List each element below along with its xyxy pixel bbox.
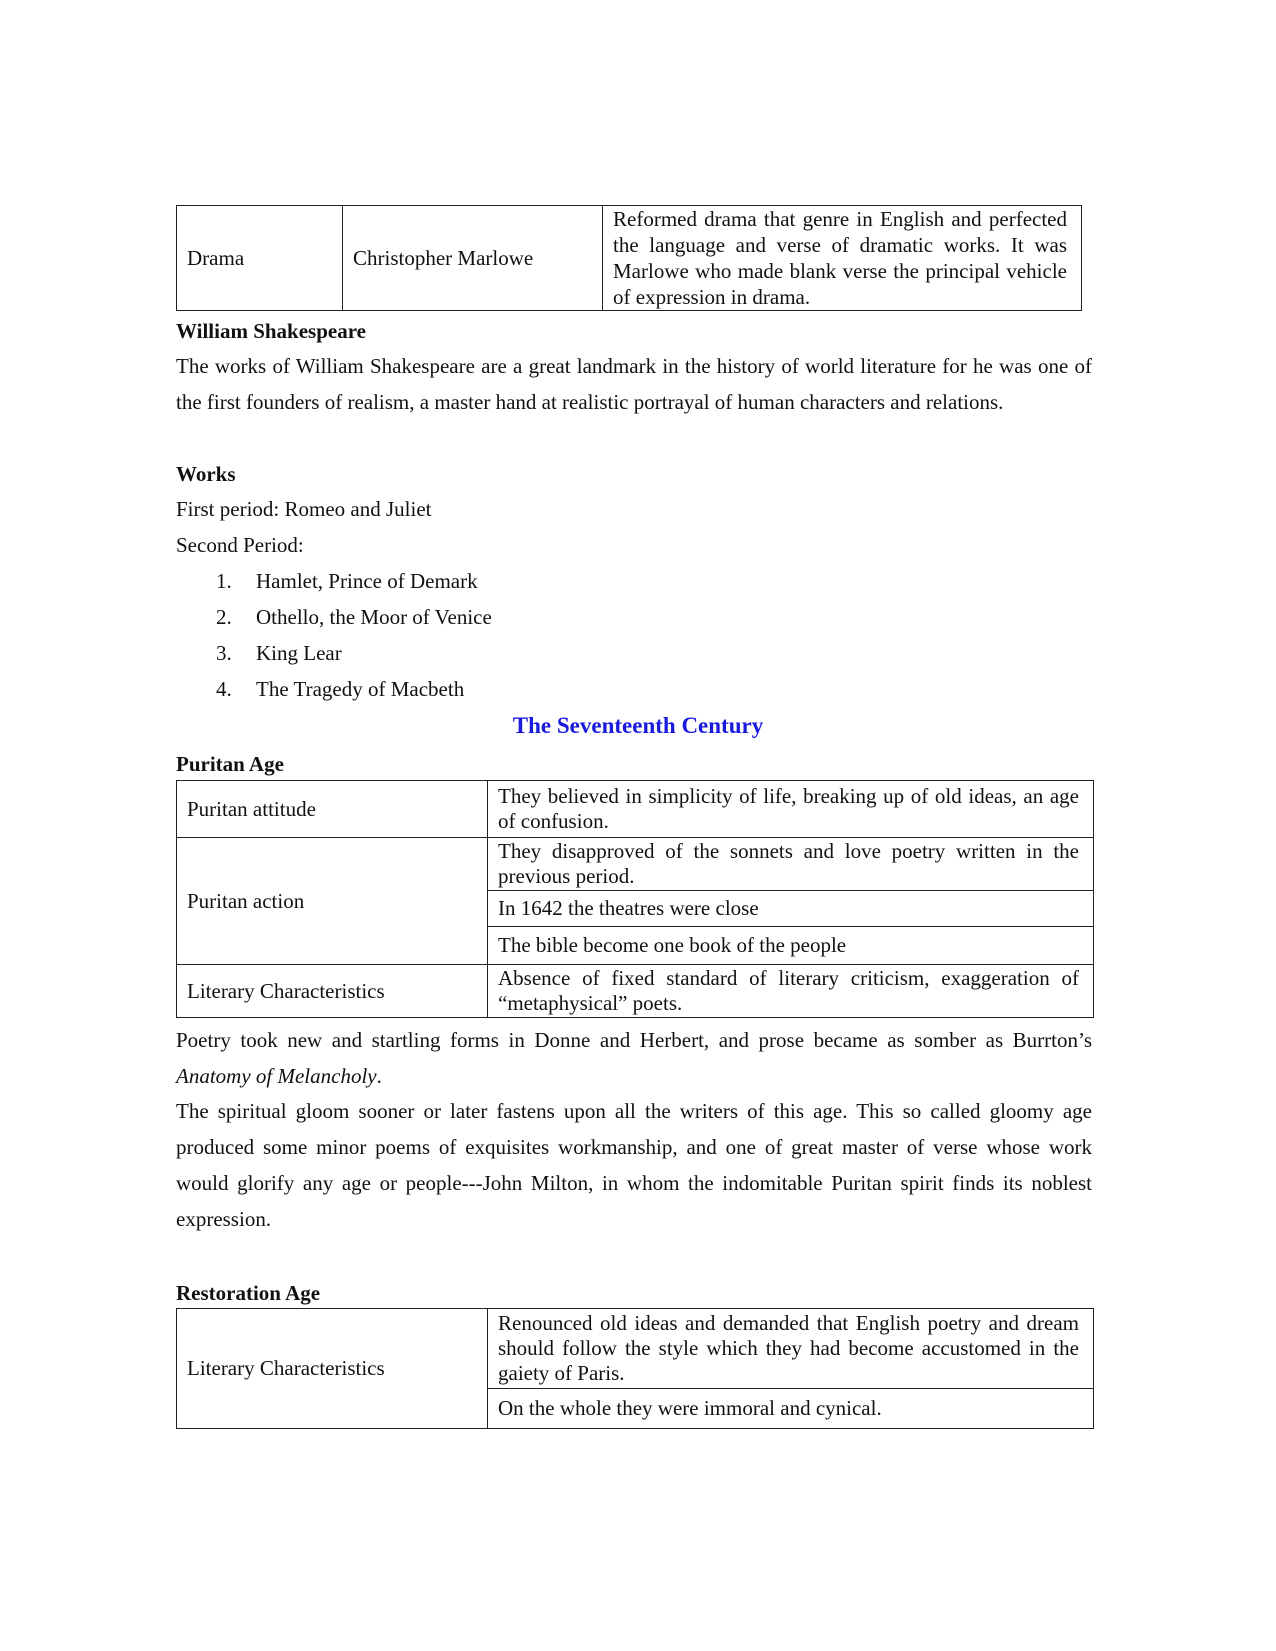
list-number: 3. — [216, 641, 232, 665]
list-item — [216, 676, 464, 702]
first-period: First period: Romeo and Juliet — [176, 497, 432, 521]
list-item — [216, 640, 342, 666]
puritan-literary-text: Absence of fixed standard of literary criticism, exaggeration of “metaphysical” poets. — [488, 965, 1094, 1018]
second-period: Second Period: — [176, 533, 304, 557]
shakespeare-paragraph: The works of William Shakespeare are a great landmark in the history of world literature for he was one of the first founders of realism, a master hand at realistic portrayal of human characters and relations. — [176, 354, 1092, 414]
paragraph-text: Poetry took new and startling forms in Donne and Herbert, and prose became as somber as Burrton’s — [176, 1028, 1092, 1052]
works-heading: Works — [176, 462, 236, 486]
work-title: Hamlet, Prince of Demark — [256, 569, 478, 593]
work-title: Othello, the Moor of Venice — [256, 605, 492, 629]
section-title: The Seventeenth Century — [512, 713, 764, 738]
author-cell: Christopher Marlowe — [343, 206, 603, 311]
puritan-heading: Puritan Age — [176, 752, 284, 776]
puritan-attitude-text: They believed in simplicity of life, breaking up of old ideas, an age of confusion. — [488, 781, 1094, 838]
puritan-paragraph-1 — [176, 1022, 1092, 1094]
list-number: 2. — [216, 605, 232, 629]
work-title: King Lear — [256, 641, 342, 665]
work-title: The Tragedy of Macbeth — [256, 677, 465, 701]
list-item — [216, 568, 478, 594]
restoration-table — [176, 1308, 1094, 1429]
paragraph-end: . — [376, 1064, 382, 1088]
puritan-literary-label: Literary Characteristics — [177, 965, 488, 1018]
shakespeare-heading: William Shakespeare — [176, 319, 366, 343]
puritan-action-item: The bible become one book of the people — [488, 927, 1094, 965]
genre-cell: Drama — [177, 206, 343, 311]
description-cell: Reformed drama that genre in English and perfected the language and verse of dramatic works. It was Marlowe who made blank verse the principal vehicle of expression in drama. — [603, 206, 1082, 311]
puritan-action-item: They disapproved of the sonnets and love poetry written in the previous period. — [488, 838, 1094, 891]
restoration-item: Renounced old ideas and demanded that English poetry and dream should follow the style which they had become accustomed in the gaiety of Paris. — [488, 1309, 1094, 1389]
list-item — [216, 604, 492, 630]
puritan-action-item: In 1642 the theatres were close — [488, 891, 1094, 927]
puritan-action-label: Puritan action — [177, 838, 488, 965]
puritan-attitude-label: Puritan attitude — [177, 781, 488, 838]
restoration-item: On the whole they were immoral and cynical. — [488, 1389, 1094, 1429]
list-number: 4. — [216, 677, 232, 701]
puritan-paragraph-2: The spiritual gloom sooner or later fastens upon all the writers of this age. This so called gloomy age produced some minor poems of exquisites workmanship, and one of great master of verse whose work would glorify any age or people---John Milton, in whom the indomitable Puritan spirit finds its noblest expression. — [176, 1099, 1092, 1231]
list-number: 1. — [216, 569, 232, 593]
drama-table — [176, 205, 1082, 311]
restoration-heading: Restoration Age — [176, 1281, 321, 1305]
restoration-literary-label: Literary Characteristics — [177, 1309, 488, 1429]
book-title: Anatomy of Melancholy — [176, 1064, 377, 1088]
puritan-table — [176, 780, 1094, 1018]
